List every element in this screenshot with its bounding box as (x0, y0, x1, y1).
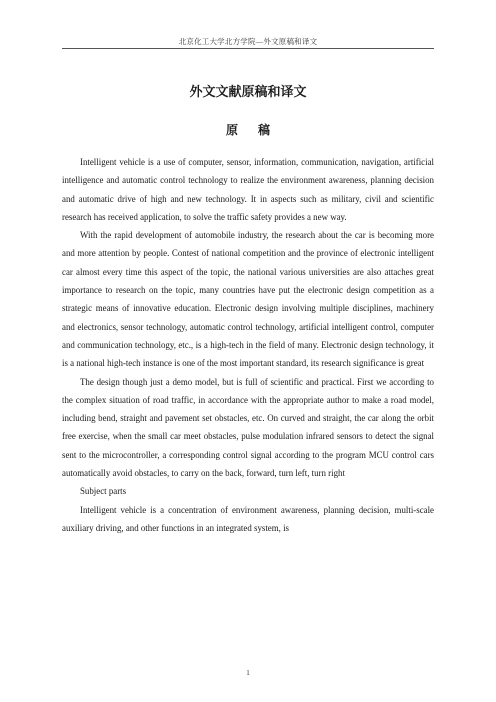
page-number: 1 (246, 669, 250, 677)
paragraph: With the rapid development of automobile industry, the research about the car is becoming more and more attention by people. Contest of national competition and the province of electronic intelligent car almost every time this aspect of the topic, the national various universities are also attaches great importance to research on the topic, many countries have put the electronic design competition as a strategic means of innovative education. Electronic design involving multiple disciplines, machinery and electronics, sensor technology, automatic control technology, artificial intelligent control, computer and communication technology, etc., is a high-tech in the field of many. Electronic design technology, it is a national high-tech instance is one of the most important standard, its research significance is great (62, 230, 434, 369)
header-divider (62, 48, 434, 49)
running-header: 北京化工大学北方学院—外文原稿和译文 (178, 37, 318, 46)
document-title: 外文文献原稿和译文 (189, 85, 307, 100)
paragraph: Subject parts (80, 486, 127, 497)
body-text (62, 153, 434, 537)
paragraph: Intelligent vehicle is a use of computer, sensor, information, communication, navigation, artificial intelligence and automatic control technology to realize the environment awareness, planning decision and automatic drive of high and new technology. It in aspects such as military, civil and scientific research has received application, to solve the traffic safety provides a new way. (62, 157, 434, 222)
section-subtitle: 原稿 (225, 123, 290, 137)
paragraph: Intelligent vehicle is a concentration of environment awareness, planning decision, multi-scale auxiliary driving, and other functions in an integrated system, is (62, 504, 434, 533)
paragraph: The design though just a demo model, but is full of scientific and practical. First we according to the complex situation of road traffic, in accordance with the appropriate author to make a road model, including bend, straight and pavement set obstacles, etc. On curved and straight, the car along the orbit free exercise, when the small car meet obstacles, pulse modulation infrared sensors to detect the signal sent to the microcontroller, a corresponding control signal according to the program MCU control cars automatically avoid obstacles, to carry on the back, forward, turn left, turn right (62, 376, 434, 479)
